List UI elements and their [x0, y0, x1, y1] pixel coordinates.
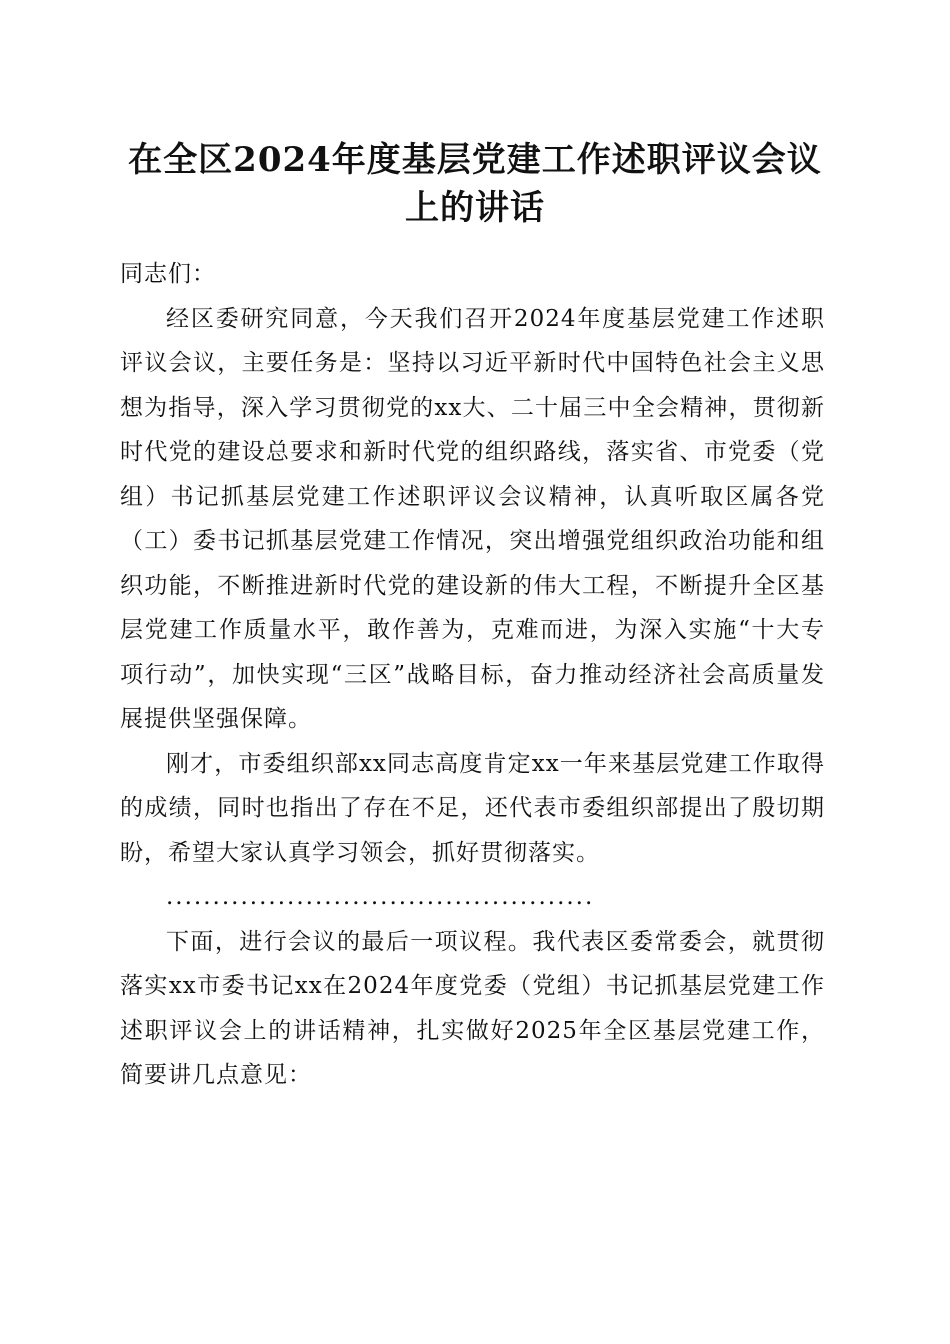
- paragraph-remarks: 刚才，市委组织部xx同志高度肯定xx一年来基层党建工作取得的成绩，同时也指出了存在不足，还代表市委组织部提出了殷切期盼，希望大家认真学习领会，抓好贯彻落实。: [120, 750, 825, 866]
- paragraph-opening: 经区委研究同意，今天我们召开2024年度基层党建工作述职评议会议，主要任务是：坚持以习近平新时代中国特色社会主义思想为指导，深入学习贯彻党的xx大、二十届三中全会精神，贯彻新时代党的建设总要求和新时代党的组织路线，落实省、市党委（党组）书记抓基层党建工作述职评议会议精神，认真听取区属各党（工）委书记抓基层党建工作情况，突出增强党组织政治功能和组织功能，不断推进新时代党的建设新的伟大工程，不断提升全区基层党建工作质量水平，敢作善为，克难而进，为深入实施“十大专项行动”，加快实现“三区”战略目标，奋力推动经济社会高质量发展提供坚强保障。: [120, 305, 825, 732]
- title-line-1: 在全区2024年度基层党建工作述职评议会议: [128, 140, 822, 180]
- document-title: [95, 136, 855, 232]
- document-body: [120, 252, 825, 1098]
- ellipsis-separator: ..............................................: [166, 884, 595, 910]
- salutation: 同志们：: [120, 261, 216, 287]
- title-line-2: 上的讲话: [405, 188, 545, 228]
- paragraph-closing: 下面，进行会议的最后一项议程。我代表区委常委会，就贯彻落实xx市委书记xx在2024年度党委（党组）书记抓基层党建工作述职评议会上的讲话精神，扎实做好2025年全区基层党建工作，简要讲几点意见：: [120, 928, 825, 1088]
